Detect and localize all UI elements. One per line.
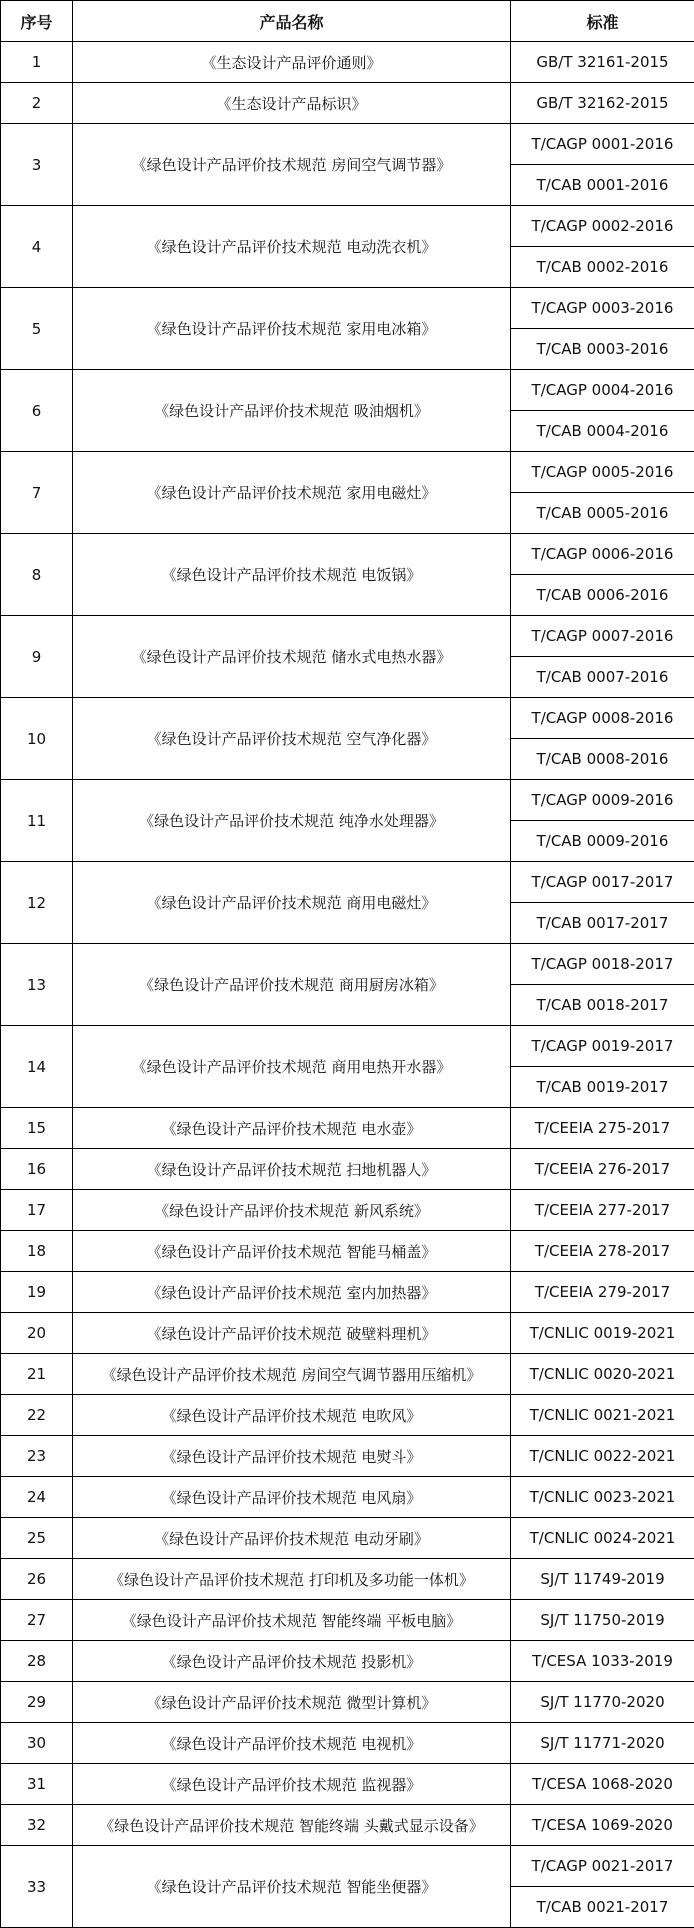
standard-code: T/CAGP 0006-2016 — [511, 534, 694, 575]
row-number: 23 — [1, 1436, 73, 1477]
product-name: 《绿色设计产品评价技术规范 电动洗衣机》 — [73, 206, 511, 288]
table-row — [1, 780, 694, 821]
product-name: 《绿色设计产品评价技术规范 商用电热开水器》 — [73, 1026, 511, 1108]
table-body — [1, 42, 694, 1928]
product-name: 《绿色设计产品评价技术规范 智能终端 头戴式显示设备》 — [73, 1805, 511, 1846]
table-row — [1, 616, 694, 657]
product-name: 《绿色设计产品评价技术规范 智能终端 平板电脑》 — [73, 1600, 511, 1641]
row-number: 14 — [1, 1026, 73, 1108]
table-row — [1, 1723, 694, 1764]
table-row — [1, 1436, 694, 1477]
row-number: 15 — [1, 1108, 73, 1149]
table-row — [1, 1149, 694, 1190]
standard-code: T/CNLIC 0019-2021 — [511, 1313, 694, 1354]
product-name: 《绿色设计产品评价技术规范 空气净化器》 — [73, 698, 511, 780]
product-name: 《绿色设计产品评价技术规范 家用电磁灶》 — [73, 452, 511, 534]
table-row — [1, 1805, 694, 1846]
table-row — [1, 1108, 694, 1149]
table-row — [1, 288, 694, 329]
product-name: 《绿色设计产品评价技术规范 电熨斗》 — [73, 1436, 511, 1477]
row-number: 8 — [1, 534, 73, 616]
row-number: 3 — [1, 124, 73, 206]
table-row — [1, 206, 694, 247]
table-row — [1, 1559, 694, 1600]
row-number: 13 — [1, 944, 73, 1026]
standard-code: SJ/T 11749-2019 — [511, 1559, 694, 1600]
row-number: 25 — [1, 1518, 73, 1559]
product-name: 《绿色设计产品评价技术规范 房间空气调节器》 — [73, 124, 511, 206]
standard-code: T/CEEIA 277-2017 — [511, 1190, 694, 1231]
row-number: 28 — [1, 1641, 73, 1682]
product-name: 《绿色设计产品评价技术规范 电吹风》 — [73, 1395, 511, 1436]
row-number: 26 — [1, 1559, 73, 1600]
row-number: 1 — [1, 42, 73, 83]
table-row — [1, 83, 694, 124]
row-number: 31 — [1, 1764, 73, 1805]
row-number: 30 — [1, 1723, 73, 1764]
standard-code: T/CAGP 0005-2016 — [511, 452, 694, 493]
row-number: 22 — [1, 1395, 73, 1436]
standard-code: T/CAB 0005-2016 — [511, 493, 694, 534]
product-name: 《生态设计产品评价通则》 — [73, 42, 511, 83]
product-name: 《绿色设计产品评价技术规范 智能坐便器》 — [73, 1846, 511, 1928]
table-row — [1, 944, 694, 985]
table-row — [1, 1026, 694, 1067]
standard-code: SJ/T 11770-2020 — [511, 1682, 694, 1723]
row-number: 32 — [1, 1805, 73, 1846]
standard-code: T/CNLIC 0023-2021 — [511, 1477, 694, 1518]
header-standard: 标准 — [511, 1, 694, 42]
standard-code: GB/T 32162-2015 — [511, 83, 694, 124]
standard-code: T/CAB 0017-2017 — [511, 903, 694, 944]
row-number: 11 — [1, 780, 73, 862]
product-name: 《绿色设计产品评价技术规范 电视机》 — [73, 1723, 511, 1764]
product-name: 《绿色设计产品评价技术规范 纯净水处理器》 — [73, 780, 511, 862]
table-row — [1, 1231, 694, 1272]
row-number: 6 — [1, 370, 73, 452]
product-name: 《生态设计产品标识》 — [73, 83, 511, 124]
row-number: 29 — [1, 1682, 73, 1723]
standard-code: T/CNLIC 0021-2021 — [511, 1395, 694, 1436]
standard-code: T/CESA 1068-2020 — [511, 1764, 694, 1805]
row-number: 5 — [1, 288, 73, 370]
row-number: 16 — [1, 1149, 73, 1190]
header-row — [1, 1, 694, 42]
product-name: 《绿色设计产品评价技术规范 电动牙刷》 — [73, 1518, 511, 1559]
row-number: 10 — [1, 698, 73, 780]
row-number: 33 — [1, 1846, 73, 1928]
product-name: 《绿色设计产品评价技术规范 破壁料理机》 — [73, 1313, 511, 1354]
standard-code: T/CAB 0002-2016 — [511, 247, 694, 288]
table-row — [1, 698, 694, 739]
standard-code: T/CEEIA 279-2017 — [511, 1272, 694, 1313]
table-row — [1, 1354, 694, 1395]
standard-code: T/CAGP 0004-2016 — [511, 370, 694, 411]
header-product-name: 产品名称 — [73, 1, 511, 42]
table-row — [1, 1641, 694, 1682]
standard-code: T/CAGP 0021-2017 — [511, 1846, 694, 1887]
row-number: 27 — [1, 1600, 73, 1641]
row-number: 24 — [1, 1477, 73, 1518]
product-name: 《绿色设计产品评价技术规范 吸油烟机》 — [73, 370, 511, 452]
table-row — [1, 1600, 694, 1641]
product-name: 《绿色设计产品评价技术规范 微型计算机》 — [73, 1682, 511, 1723]
product-name: 《绿色设计产品评价技术规范 商用电磁灶》 — [73, 862, 511, 944]
table-row — [1, 534, 694, 575]
standard-code: T/CAB 0004-2016 — [511, 411, 694, 452]
row-number: 17 — [1, 1190, 73, 1231]
standard-code: T/CEEIA 275-2017 — [511, 1108, 694, 1149]
table-row — [1, 1518, 694, 1559]
table-row — [1, 42, 694, 83]
table-row — [1, 1395, 694, 1436]
standard-code: T/CNLIC 0024-2021 — [511, 1518, 694, 1559]
standard-code: T/CESA 1033-2019 — [511, 1641, 694, 1682]
product-name: 《绿色设计产品评价技术规范 电风扇》 — [73, 1477, 511, 1518]
table-row — [1, 452, 694, 493]
standard-code: SJ/T 11771-2020 — [511, 1723, 694, 1764]
row-number: 2 — [1, 83, 73, 124]
row-number: 20 — [1, 1313, 73, 1354]
table-row — [1, 1682, 694, 1723]
table-header — [1, 1, 694, 42]
standard-code: T/CAB 0001-2016 — [511, 165, 694, 206]
table-row — [1, 1764, 694, 1805]
product-name: 《绿色设计产品评价技术规范 扫地机器人》 — [73, 1149, 511, 1190]
product-name: 《绿色设计产品评价技术规范 商用厨房冰箱》 — [73, 944, 511, 1026]
standard-code: T/CEEIA 278-2017 — [511, 1231, 694, 1272]
product-name: 《绿色设计产品评价技术规范 电饭锅》 — [73, 534, 511, 616]
row-number: 7 — [1, 452, 73, 534]
product-name: 《绿色设计产品评价技术规范 房间空气调节器用压缩机》 — [73, 1354, 511, 1395]
table-row — [1, 1846, 694, 1887]
table-row — [1, 862, 694, 903]
standard-code: T/CAB 0008-2016 — [511, 739, 694, 780]
product-name: 《绿色设计产品评价技术规范 家用电冰箱》 — [73, 288, 511, 370]
row-number: 21 — [1, 1354, 73, 1395]
product-name: 《绿色设计产品评价技术规范 监视器》 — [73, 1764, 511, 1805]
standard-code: T/CAGP 0002-2016 — [511, 206, 694, 247]
standard-code: T/CAB 0006-2016 — [511, 575, 694, 616]
product-name: 《绿色设计产品评价技术规范 打印机及多功能一体机》 — [73, 1559, 511, 1600]
standard-code: T/CAGP 0001-2016 — [511, 124, 694, 165]
row-number: 19 — [1, 1272, 73, 1313]
standard-code: T/CAGP 0008-2016 — [511, 698, 694, 739]
standard-code: SJ/T 11750-2019 — [511, 1600, 694, 1641]
table-row — [1, 1313, 694, 1354]
standard-code: T/CAB 0021-2017 — [511, 1887, 694, 1928]
product-name: 《绿色设计产品评价技术规范 智能马桶盖》 — [73, 1231, 511, 1272]
standard-code: T/CAGP 0017-2017 — [511, 862, 694, 903]
product-name: 《绿色设计产品评价技术规范 投影机》 — [73, 1641, 511, 1682]
row-number: 18 — [1, 1231, 73, 1272]
product-name: 《绿色设计产品评价技术规范 新风系统》 — [73, 1190, 511, 1231]
table-row — [1, 124, 694, 165]
standard-code: T/CAB 0018-2017 — [511, 985, 694, 1026]
standard-code: T/CESA 1069-2020 — [511, 1805, 694, 1846]
standard-code: T/CAGP 0007-2016 — [511, 616, 694, 657]
row-number: 4 — [1, 206, 73, 288]
row-number: 12 — [1, 862, 73, 944]
product-name: 《绿色设计产品评价技术规范 室内加热器》 — [73, 1272, 511, 1313]
standard-code: T/CAB 0007-2016 — [511, 657, 694, 698]
standard-code: T/CAB 0009-2016 — [511, 821, 694, 862]
standard-code: T/CNLIC 0022-2021 — [511, 1436, 694, 1477]
standard-code: T/CEEIA 276-2017 — [511, 1149, 694, 1190]
standard-code: T/CNLIC 0020-2021 — [511, 1354, 694, 1395]
table-row — [1, 370, 694, 411]
product-name: 《绿色设计产品评价技术规范 储水式电热水器》 — [73, 616, 511, 698]
standard-code: T/CAGP 0019-2017 — [511, 1026, 694, 1067]
standard-code: T/CAB 0019-2017 — [511, 1067, 694, 1108]
table-row — [1, 1272, 694, 1313]
product-name: 《绿色设计产品评价技术规范 电水壶》 — [73, 1108, 511, 1149]
standard-code: T/CAGP 0003-2016 — [511, 288, 694, 329]
standard-code: GB/T 32161-2015 — [511, 42, 694, 83]
standard-code: T/CAB 0003-2016 — [511, 329, 694, 370]
table-row — [1, 1190, 694, 1231]
row-number: 9 — [1, 616, 73, 698]
standard-code: T/CAGP 0009-2016 — [511, 780, 694, 821]
table-row — [1, 1477, 694, 1518]
header-no: 序号 — [1, 1, 73, 42]
standard-code: T/CAGP 0018-2017 — [511, 944, 694, 985]
